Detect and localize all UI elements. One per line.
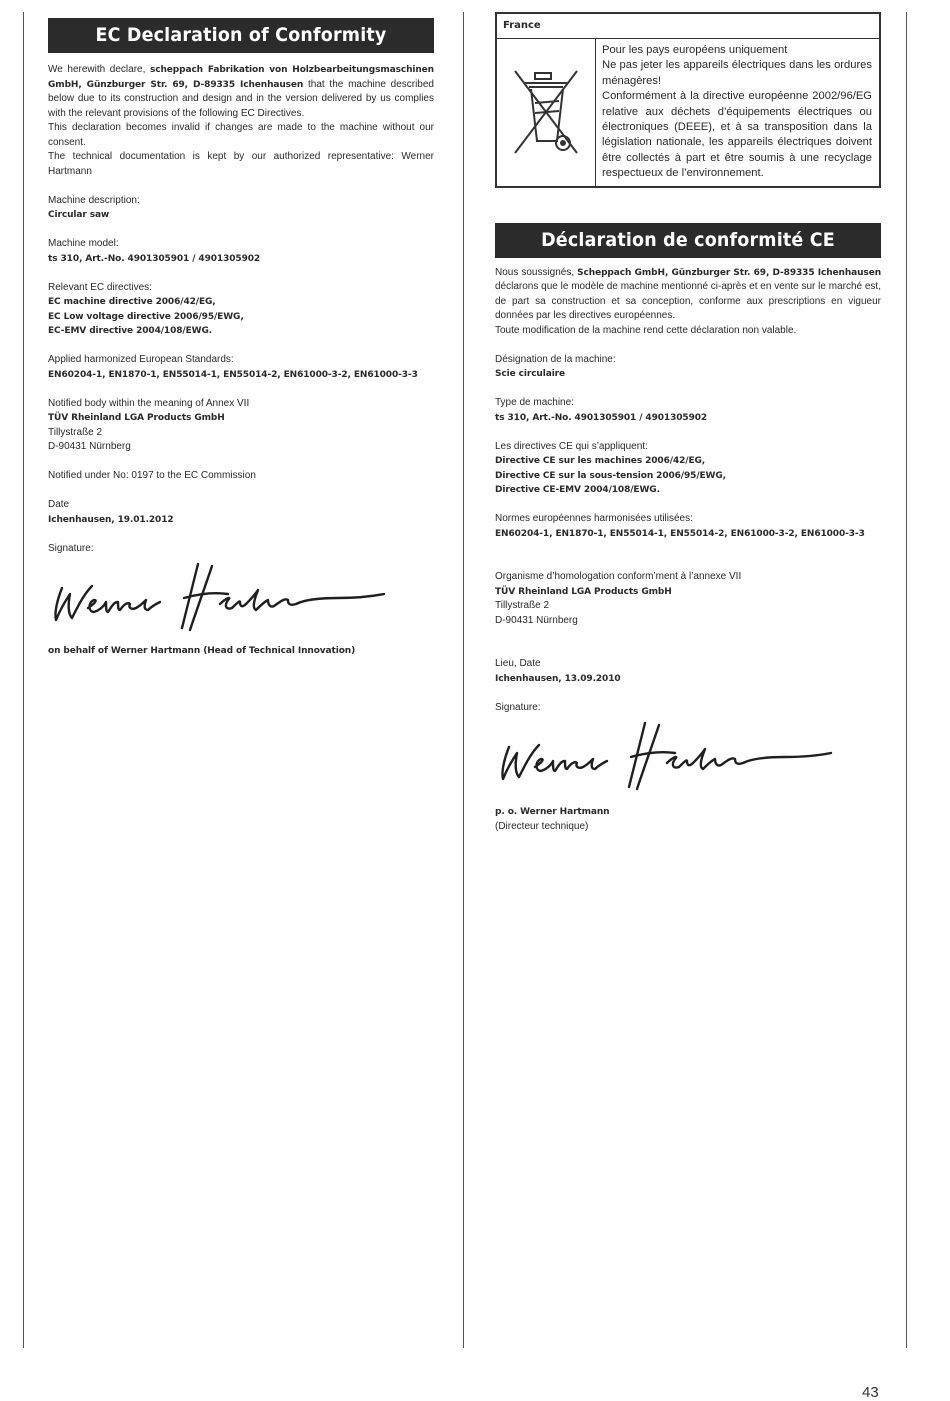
manufacturer-address: Scheppach GmbH, Günzburger Str. 69, D-89335 Ichenhausen bbox=[577, 267, 882, 278]
machine-description-value: Scie circulaire bbox=[495, 369, 566, 380]
right-margin-rule bbox=[906, 12, 907, 1348]
english-title: EC Declaration of Conformity bbox=[63, 18, 418, 53]
left-margin-rule bbox=[23, 12, 24, 1348]
page-number: 43 bbox=[862, 1384, 879, 1401]
weee-line: Ne pas jeter les appareils électriques dans les ordures ménagères! bbox=[602, 59, 872, 87]
handwritten-signature bbox=[48, 560, 388, 638]
standards-label: Normes européennes harmonisées utilisées: bbox=[495, 513, 693, 525]
english-title-banner bbox=[48, 18, 434, 53]
directive-item: Directive CE sur les machines 2006/42/EG, bbox=[495, 456, 706, 467]
standards-label: Applied harmonized European Standards: bbox=[48, 354, 234, 365]
date-value: Ichenhausen, 13.09.2010 bbox=[495, 673, 621, 684]
directive-item: EC machine directive 2006/42/EG, bbox=[48, 297, 216, 307]
standards-block bbox=[48, 353, 434, 382]
machine-model-label: Type de machine: bbox=[495, 397, 574, 409]
weee-line: Pour les pays européens uniquement bbox=[602, 44, 788, 56]
machine-model-value: ts 310, Art.-No. 4901305901 / 4901305902 bbox=[48, 253, 261, 264]
notified-body-block bbox=[48, 397, 434, 455]
machine-model-block bbox=[495, 396, 881, 425]
machine-description-block bbox=[495, 353, 881, 382]
directives-label: Relevant EC directives: bbox=[48, 281, 152, 293]
country-label: France bbox=[497, 14, 879, 39]
notified-body-block bbox=[495, 570, 881, 628]
signature-label: Signature: bbox=[495, 701, 541, 713]
weee-notice-table bbox=[495, 12, 881, 188]
standards-value: EN60204-1, EN1870-1, EN55014-1, EN55014-2, EN61000-3-2, EN61000-3-3 bbox=[495, 528, 865, 539]
machine-model-block bbox=[48, 237, 434, 266]
notified-body-name: TÜV Rheinland LGA Products GmbH bbox=[495, 586, 672, 597]
intro-text-cont: déclarons que le modèle de machine mentionné ci-après et en vente sur le marché est, de part sa construction et sa conception, conforme aux prescriptions en vigueur données par les directives européennes. bbox=[495, 281, 881, 322]
intro-text: We herewith declare, bbox=[48, 64, 150, 75]
english-declaration bbox=[48, 18, 434, 656]
directives-label: Les directives CE qui s’appliquent: bbox=[495, 440, 648, 452]
behalf-text: on behalf of Werner Hartmann (Head of Technical Innovation) bbox=[48, 646, 356, 656]
machine-model-label: Machine model: bbox=[48, 238, 119, 249]
intro-text: Nous soussignés, bbox=[495, 266, 578, 278]
handwritten-signature bbox=[495, 719, 835, 797]
signature-label: Signature: bbox=[48, 542, 94, 554]
center-column-rule bbox=[463, 12, 464, 1348]
notified-number-block bbox=[48, 469, 434, 484]
notified-body-street: Tillystraße 2 bbox=[48, 426, 103, 438]
directive-item: EC-EMV directive 2004/108/EWG. bbox=[48, 326, 213, 336]
date-value: Ichenhausen, 19.01.2012 bbox=[48, 514, 174, 525]
date-label: Lieu, Date bbox=[495, 658, 541, 670]
invalid-notice: This declaration becomes invalid if changes are made to the machine without our consent. bbox=[48, 122, 434, 148]
notified-number: Notified under No: 0197 to the EC Commission bbox=[48, 470, 256, 481]
standards-value: EN60204-1, EN1870-1, EN55014-1, EN55014-2, EN61000-3-2, EN61000-3-3 bbox=[48, 369, 418, 380]
standards-block bbox=[495, 512, 881, 541]
directive-item: EC Low voltage directive 2006/95/EWG, bbox=[48, 311, 244, 322]
french-title-banner bbox=[495, 223, 881, 258]
french-declaration bbox=[495, 12, 881, 834]
invalid-notice: Toute modification de la machine rend cette déclaration non valable. bbox=[495, 324, 797, 336]
date-block bbox=[48, 498, 434, 527]
notified-body-city: D-90431 Nürnberg bbox=[495, 614, 578, 626]
english-intro bbox=[48, 63, 434, 179]
weee-notice-body bbox=[497, 39, 879, 186]
notified-body-street: Tillystraße 2 bbox=[495, 600, 550, 612]
notified-body-name: TÜV Rheinland LGA Products GmbH bbox=[48, 413, 225, 423]
date-label: Date bbox=[48, 499, 70, 510]
intro-text-cont: that the machine described below due to its construction and design and in the version delivered by us complies with the relevant provisions of the following EC Directives. bbox=[48, 78, 434, 119]
date-block bbox=[495, 657, 881, 686]
documentation-notice: The technical documentation is kept by our authorized representative: Werner Hartmann bbox=[48, 151, 434, 177]
signer-block bbox=[495, 805, 881, 834]
signer-name: p. o. Werner Hartmann bbox=[495, 807, 610, 818]
notified-body-label: Organisme d’homologation conform’ment à l’annexe VII bbox=[495, 571, 742, 583]
machine-description-block bbox=[48, 194, 434, 223]
signer-role: (Directeur technique) bbox=[495, 820, 589, 832]
directive-item: Directive CE-EMV 2004/108/EWG. bbox=[495, 485, 660, 496]
directives-block bbox=[48, 281, 434, 339]
machine-description-label: Désignation de la machine: bbox=[495, 353, 616, 365]
notified-body-city: D-90431 Nürnberg bbox=[48, 441, 131, 452]
machine-description-value: Circular saw bbox=[48, 210, 110, 220]
directives-block bbox=[495, 440, 881, 498]
behalf-block bbox=[48, 646, 434, 656]
manufacturer-address: scheppach Fabrikation von Holzbearbeitungsmaschinen GmbH, Günzburger Str. 69, D-89335 Ichenhausen bbox=[48, 65, 434, 90]
signature-block bbox=[495, 701, 881, 798]
signature-block bbox=[48, 542, 434, 639]
machine-model-value: ts 310, Art.-No. 4901305901 / 4901305902 bbox=[495, 412, 708, 423]
weee-notice-text bbox=[596, 39, 879, 186]
french-title: Déclaration de conformité CE bbox=[510, 223, 865, 258]
crossed-out-wheelie-bin-icon bbox=[497, 39, 596, 186]
directive-item: Directive CE sur la sous-tension 2006/95/EWG, bbox=[495, 470, 726, 481]
french-intro bbox=[495, 266, 881, 339]
weee-line: Conformément à la directive européenne 2002/96/EG relative aux déchets d’équipements électriques ou électroniques (DEEE), et à sa transposition dans la législation nationale, les appareils électriques doivent être collectés à part et être soumis à une recyclage respectueux de l’environnement. bbox=[602, 90, 872, 180]
notified-body-label: Notified body within the meaning of Annex VII bbox=[48, 397, 250, 409]
machine-description-label: Machine description: bbox=[48, 194, 140, 206]
